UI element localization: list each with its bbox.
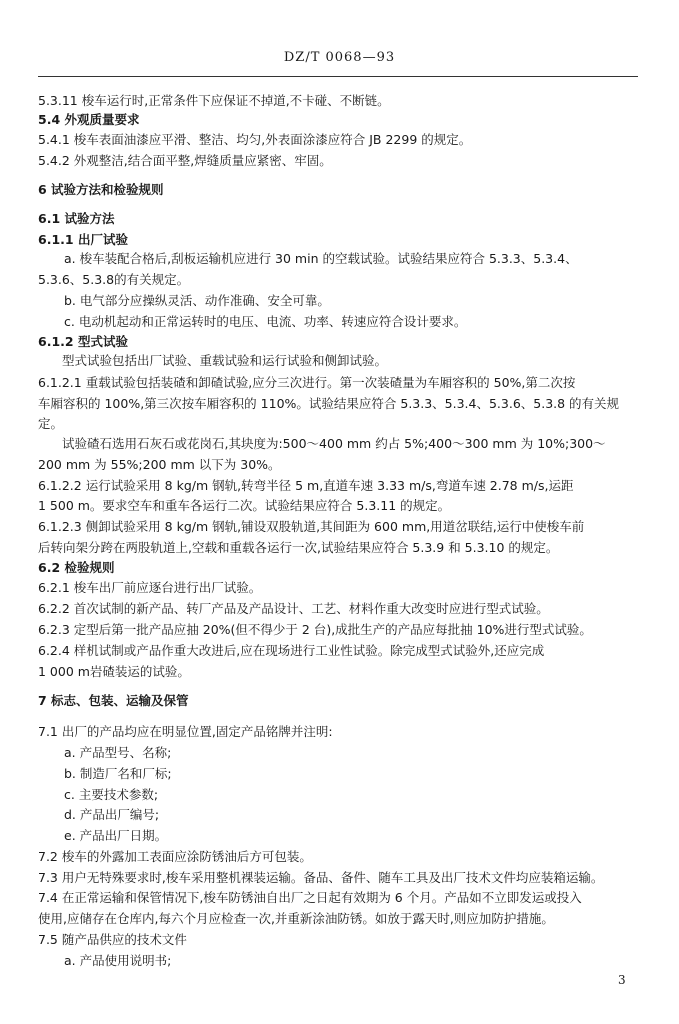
clause-6-1-2-1-cont: 车厢容积的 100%,第三次按车厢容积的 110%。试验结果应符合 5.3.3、5.3.4、5.3.6、5.3.8 的有关规 [38,396,620,411]
clause-6-2-title: 6.2 检验规则 [38,560,115,575]
clause-6-1-2-1-aggregate-cont: 200 mm 为 55%;200 mm 以下为 30%。 [38,457,281,472]
clause-7-1: 7.1 出厂的产品均应在明显位置,固定产品铭牌并注明: [38,724,333,739]
clause-7-1-c: c. 主要技术参数; [64,787,159,802]
clause-7-5-a: a. 产品使用说明书; [64,953,172,968]
clause-7-3: 7.3 用户无特殊要求时,梭车采用整机裸装运输。备品、备件、随车工具及出厂技术文件均应装箱运输。 [38,870,604,885]
clause-6-2-4-cont: 1 000 m岩碴装运的试验。 [38,664,190,679]
clause-6-1-2-2-cont: 1 500 m。要求空车和重车各运行二次。试验结果应符合 5.3.11 的规定。 [38,498,451,513]
clause-6-1-2-1-aggregate: 试验碴石选用石灰石或花岗石,其块度为:500～400 mm 约占 5%;400～300 mm 为 10%;300～ [62,436,606,451]
section-6-title: 6 试验方法和检验规则 [38,182,164,197]
clause-6-1-2-3-cont: 后转向架分跨在两股轨道上,空载和重载各运行一次,试验结果应符合 5.3.9 和 5.3.10 的规定。 [38,540,559,555]
clause-6-1-2-1-cont2: 定。 [38,416,64,431]
clause-7-1-e: e. 产品出厂日期。 [64,828,168,843]
page-number: 3 [618,973,626,987]
standard-code-header: DZ/T 0068—93 [283,50,396,65]
clause-7-1-b: b. 制造厂名和厂标; [64,766,172,781]
clause-7-1-a: a. 产品型号、名称; [64,745,172,760]
clause-6-1-2-intro: 型式试验包括出厂试验、重载试验和运行试验和侧卸试验。 [62,353,388,368]
clause-6-1-1-a-cont: 5.3.6、5.3.8的有关规定。 [38,272,190,287]
clause-5-4-1: 5.4.1 梭车表面油漆应平滑、整洁、均匀,外表面涂漆应符合 JB 2299 的规定。 [38,132,472,147]
header-rule [38,76,638,77]
clause-6-1-1-title: 6.1.1 出厂试验 [38,232,128,247]
clause-6-2-3: 6.2.3 定型后第一批产品应抽 20%(但不得少于 2 台),成批生产的产品应每批抽 10%进行型式试验。 [38,622,592,637]
clause-7-2: 7.2 梭车的外露加工表面应涂防锈油后方可包装。 [38,849,312,864]
clause-6-1-2-3: 6.1.2.3 侧卸试验采用 8 kg/m 钢轨,铺设双股轨道,其间距为 600 mm,用道岔联结,运行中使梭车前 [38,519,585,534]
clause-6-1-1-c: c. 电动机起动和正常运转时的电压、电流、功率、转速应符合设计要求。 [64,314,467,329]
clause-6-1-title: 6.1 试验方法 [38,211,115,226]
clause-6-1-1-b: b. 电气部分应操纵灵活、动作准确、安全可靠。 [64,293,330,308]
clause-6-2-4: 6.2.4 样机试制或产品作重大改进后,应在现场进行工业性试验。除完成型式试验外,还应完成 [38,643,545,658]
clause-7-5: 7.5 随产品供应的技术文件 [38,932,187,947]
clause-5-3-11: 5.3.11 梭车运行时,正常条件下应保证不掉道,不卡碰、不断链。 [38,93,390,108]
clause-6-2-2: 6.2.2 首次试制的新产品、转厂产品及产品设计、工艺、材料作重大改变时应进行型式试验。 [38,601,549,616]
clause-7-4-cont: 使用,应储存在仓库内,每六个月应检查一次,并重新涂油防锈。如放于露天时,则应加防护措施。 [38,911,554,926]
clause-6-1-1-a: a. 梭车装配合格后,刮板运输机应进行 30 min 的空载试验。试验结果应符合 5.3.3、5.3.4、 [64,251,578,266]
clause-6-1-2-title: 6.1.2 型式试验 [38,334,128,349]
clause-6-2-1: 6.2.1 梭车出厂前应逐台进行出厂试验。 [38,580,262,595]
clause-5-4-title: 5.4 外观质量要求 [38,112,140,127]
clause-5-4-2: 5.4.2 外观整洁,结合面平整,焊缝质量应紧密、牢固。 [38,153,332,168]
clause-6-1-2-2: 6.1.2.2 运行试验采用 8 kg/m 钢轨,转弯半径 5 m,直道车速 3.33 m/s,弯道车速 2.78 m/s,运距 [38,478,574,493]
section-7-title: 7 标志、包装、运输及保管 [38,693,189,708]
clause-7-4: 7.4 在正常运输和保管情况下,梭车防锈油自出厂之日起有效期为 6 个月。产品如不立即发运或投入 [38,890,582,905]
clause-6-1-2-1: 6.1.2.1 重载试验包括装碴和卸碴试验,应分三次进行。第一次装碴量为车厢容积的 50%,第二次按 [38,375,576,390]
clause-7-1-d: d. 产品出厂编号; [64,807,160,822]
